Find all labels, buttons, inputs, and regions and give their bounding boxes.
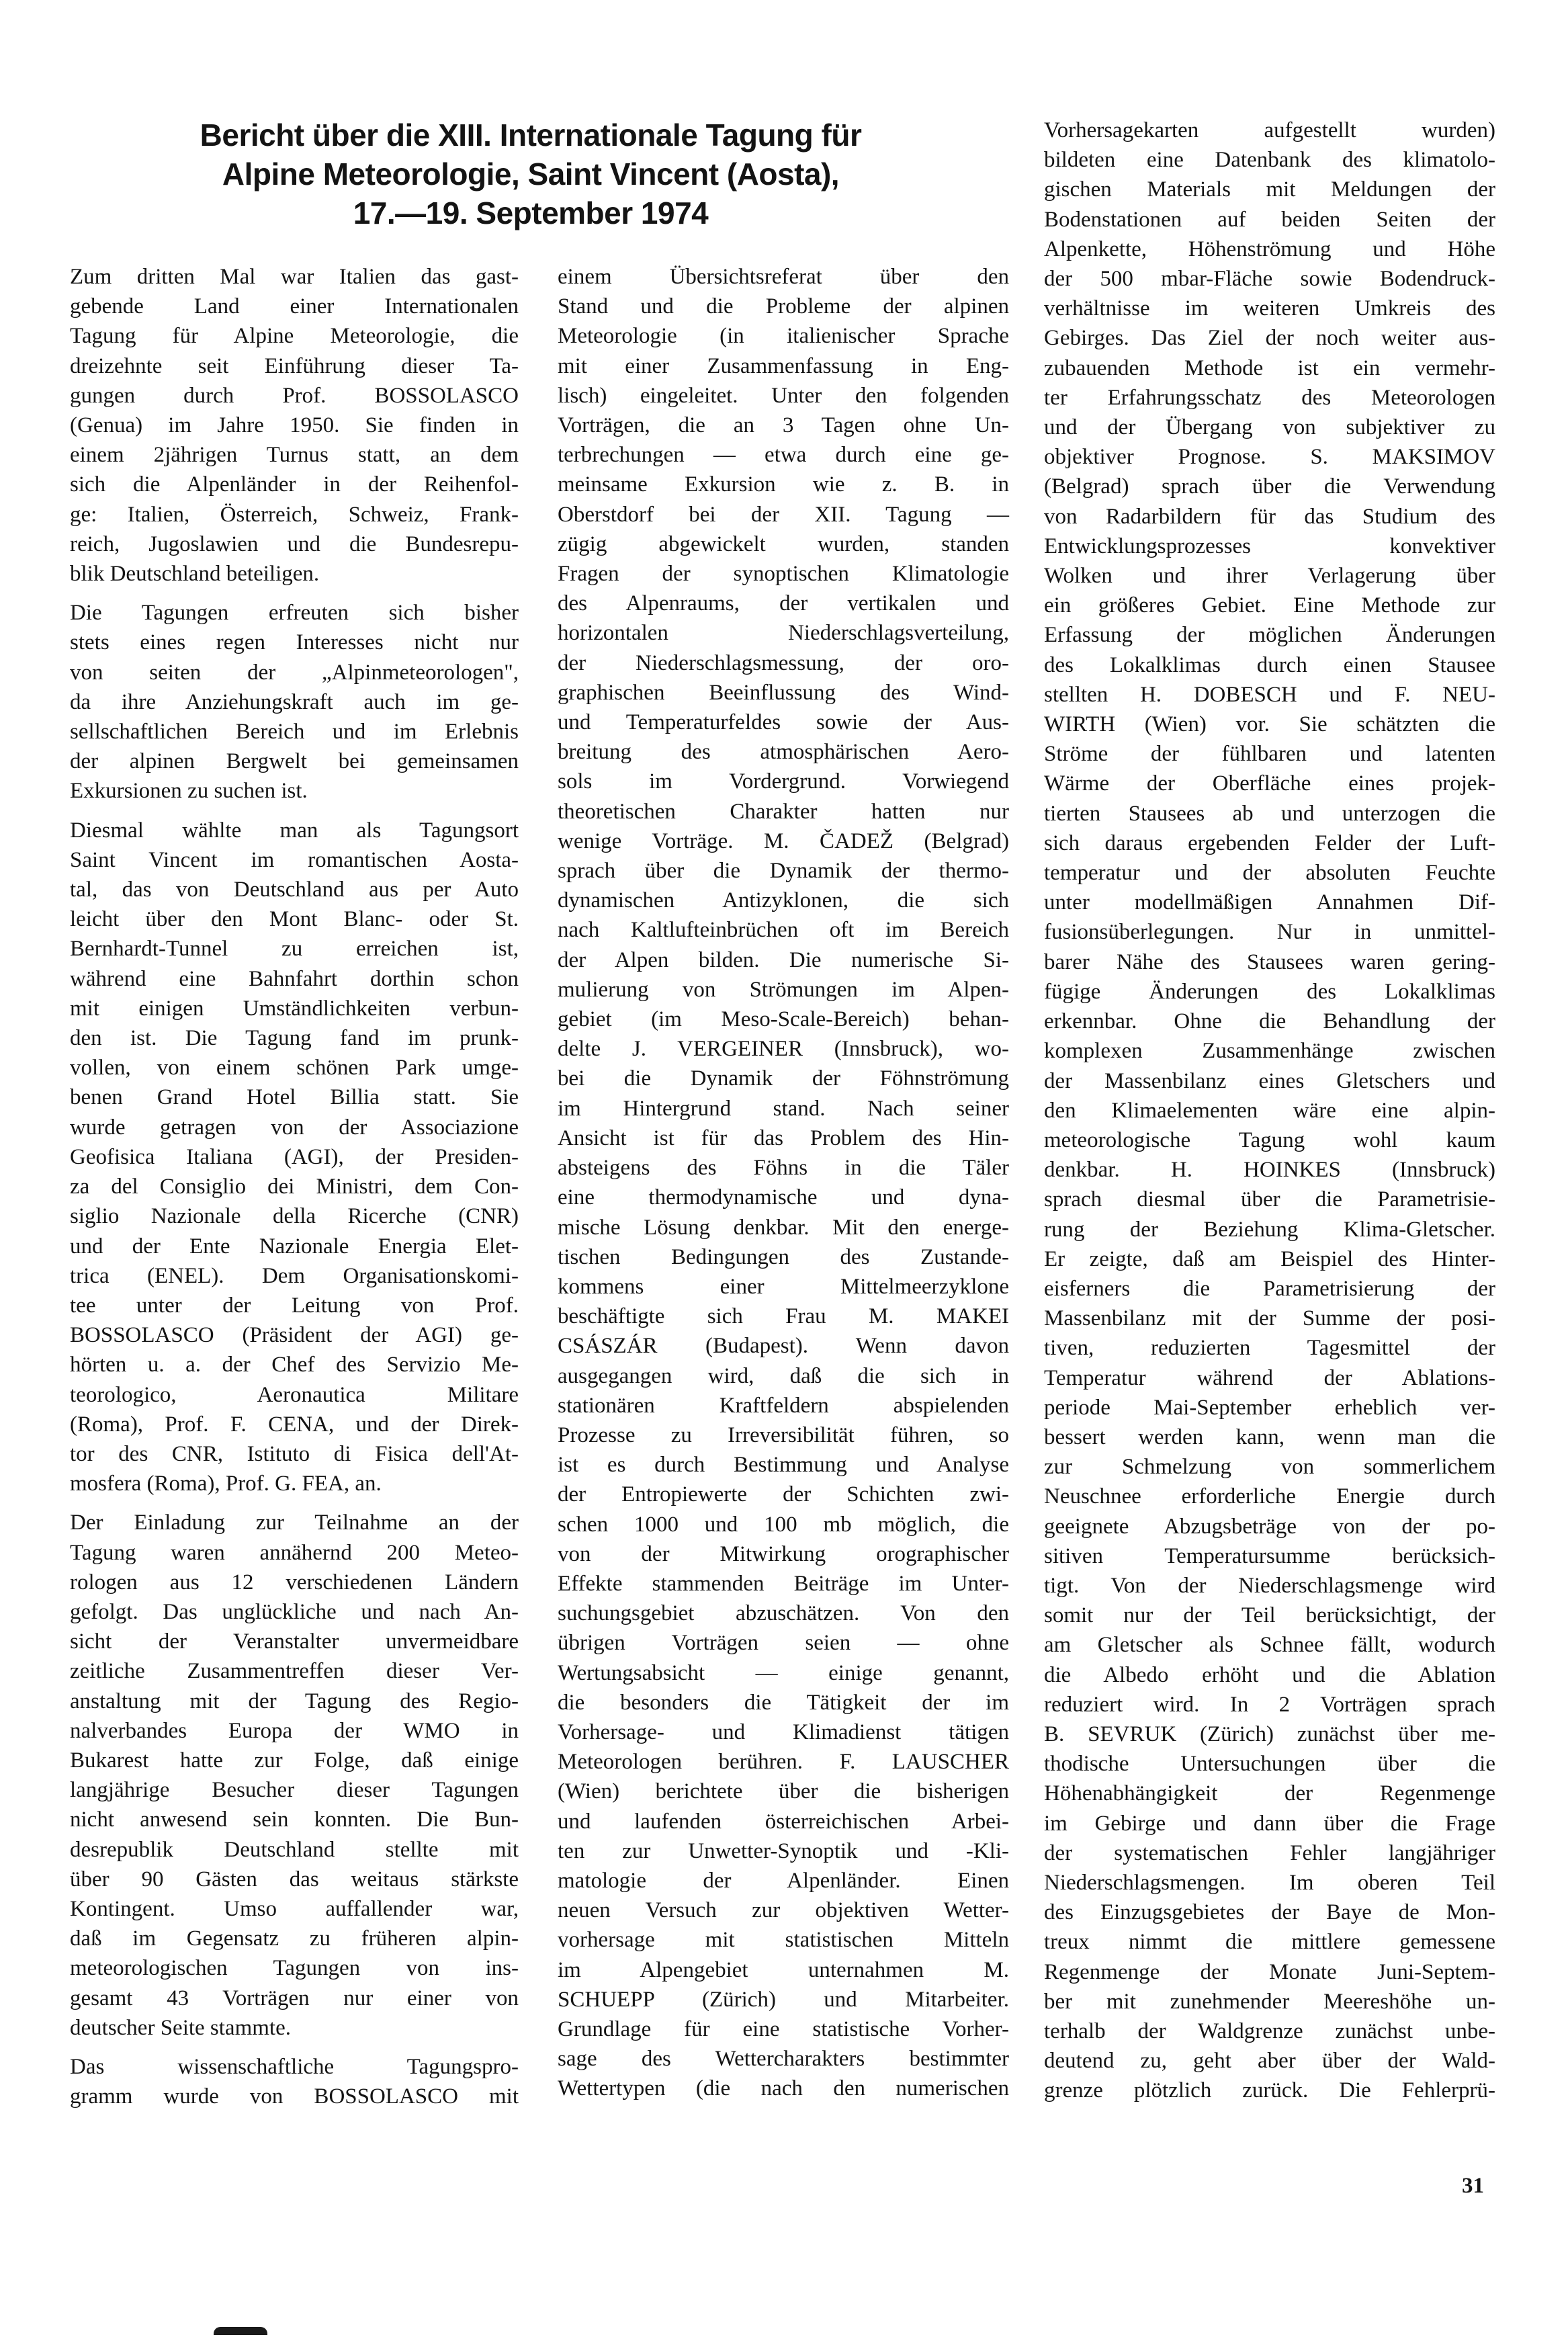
text-line: Kontingent. Umso auffallender war,	[70, 1896, 519, 1921]
text-line: mische Lösung denkbar. Mit den energe-	[558, 1215, 1009, 1240]
text-line: SCHUEPP (Zürich) und Mitarbeiter.	[558, 1987, 1009, 2012]
text-line: (Roma), Prof. F. CENA, und der Direk-	[70, 1412, 519, 1437]
text-line: barer Nähe des Stausees waren gering-	[1044, 949, 1495, 974]
text-line: lisch) eingeleitet. Unter den folgenden	[558, 383, 1009, 408]
text-line: neuen Versuch zur objektiven Wetter-	[558, 1898, 1009, 1923]
text-line: meteorologische Tagung wohl kaum	[1044, 1128, 1495, 1152]
text-line: Oberstdorf bei der XII. Tagung —	[558, 502, 1009, 527]
text-line: schen 1000 und 100 mb möglich, die	[558, 1512, 1009, 1537]
text-line: stationären Kraftfeldern abspielenden	[558, 1393, 1009, 1418]
text-line: zur Schmelzung von sommerlichem	[1044, 1455, 1495, 1480]
text-line: stets eines regen Interesses nicht nur	[70, 630, 519, 655]
text-line: grenze plötzlich zurück. Die Fehlerprü-	[1044, 2078, 1495, 2103]
text-line: übrigen Vorträgen seien — ohne	[558, 1631, 1009, 1656]
text-line: während eine Bahnfahrt dorthin schon	[70, 966, 519, 991]
text-line: Bodenstationen auf beiden Seiten der	[1044, 207, 1495, 232]
text-line: unter modellmäßigen Annahmen Dif-	[1044, 890, 1495, 915]
text-line: kommens einer Mittelmeerzyklone	[558, 1274, 1009, 1299]
text-line: Meteorologie (in italienischer Sprache	[558, 324, 1009, 349]
text-line: dynamischen Antizyklonen, die sich	[558, 888, 1009, 913]
title-line: 17.—19. September 1974	[353, 196, 709, 230]
text-line: deutend zu, geht aber über der Wald-	[1044, 2049, 1495, 2074]
text-line: Meteorologen berühren. F. LAUSCHER	[558, 1750, 1009, 1775]
text-line: meinsame Exkursion wie z. B. in	[558, 472, 1009, 497]
text-line: ist es durch Bestimmung und Analyse	[558, 1453, 1009, 1478]
text-line: wenige Vorträge. M. ČADEŽ (Belgrad)	[558, 828, 1009, 853]
text-line: Exkursionen zu suchen ist.	[70, 779, 308, 804]
text-line: hörten u. a. der Chef des Servizio Me-	[70, 1353, 519, 1377]
text-line: Das wissenschaftliche Tagungspro-	[70, 2054, 519, 2079]
text-line: leicht über den Mont Blanc- oder St.	[70, 907, 519, 932]
text-line: langjährige Besucher dieser Tagungen	[70, 1778, 519, 1803]
text-line: Tagung für Alpine Meteorologie, die	[70, 324, 519, 349]
text-line: Wertungsabsicht — einige genannt,	[558, 1660, 1009, 1685]
text-line: tierten Stausees ab und unterzogen die	[1044, 801, 1495, 826]
text-line: tiven, reduzierten Tagesmittel der	[1044, 1336, 1495, 1361]
text-line: fusionsüberlegungen. Nur in unmittel-	[1044, 920, 1495, 945]
text-line: gebiet (im Meso-Scale-Bereich) behan-	[558, 1007, 1009, 1032]
text-line: am Gletscher als Schnee fällt, wodurch	[1044, 1633, 1495, 1658]
text-line: den Klimaelementen wäre eine alpin-	[1044, 1098, 1495, 1123]
text-line: Alpenkette, Höhenströmung und Höhe	[1044, 237, 1495, 261]
text-line: ten zur Unwetter-Synoptik und -Kli-	[558, 1838, 1009, 1863]
text-line: beschäftigte sich Frau M. MAKEI	[558, 1304, 1009, 1329]
text-line: Vorträgen, die an 3 Tagen ohne Un-	[558, 413, 1009, 438]
text-line: za del Consiglio dei Ministri, dem Con-	[70, 1175, 519, 1199]
text-line: des Einzugsgebietes der Baye de Mon-	[1044, 1900, 1495, 1925]
text-line: (Wien) berichtete über die bisherigen	[558, 1779, 1009, 1804]
text-line: ein größeres Gebiet. Eine Methode zur	[1044, 593, 1495, 618]
text-line: Er zeigte, daß am Beispiel des Hinter-	[1044, 1246, 1495, 1271]
text-line: Regenmenge der Monate Juni-Septem-	[1044, 1959, 1495, 1984]
text-line: zügig abgewickelt wurden, standen	[558, 532, 1009, 556]
text-line: Stand und die Probleme der alpinen	[558, 294, 1009, 319]
text-line: über 90 Gästen das weitaus stärkste	[70, 1867, 519, 1892]
text-line: WIRTH (Wien) vor. Sie schätzten die	[1044, 712, 1495, 737]
text-line: der Alpen bilden. Die numerische Si-	[558, 947, 1009, 972]
text-line: nalverbandes Europa der WMO in	[70, 1718, 519, 1743]
text-line: objektiver Prognose. S. MAKSIMOV	[1044, 445, 1495, 470]
text-line: temperatur und der absoluten Feuchte	[1044, 861, 1495, 886]
text-line: graphischen Beeinflussung des Wind-	[558, 680, 1009, 705]
text-line: da ihre Anziehungskraft auch im ge-	[70, 689, 519, 714]
text-line: von der Mitwirkung orographischer	[558, 1541, 1009, 1566]
text-line: und laufenden österreichischen Arbei-	[558, 1809, 1009, 1834]
text-line: matologie der Alpenländer. Einen	[558, 1868, 1009, 1893]
text-line: Prozesse zu Irreversibilität führen, so	[558, 1422, 1009, 1447]
text-line: der Niederschlagsmessung, der oro-	[558, 650, 1009, 675]
text-line: den ist. Die Tagung fand im prunk-	[70, 1026, 519, 1051]
text-line: mit einer Zusammenfassung in Eng-	[558, 353, 1009, 378]
text-line: tee unter der Leitung von Prof.	[70, 1293, 519, 1318]
text-line: Effekte stammenden Beiträge im Unter-	[558, 1571, 1009, 1596]
text-line: einem Übersichtsreferat über den	[558, 265, 1009, 289]
text-line: ter Erfahrungsschatz des Meteorologen	[1044, 385, 1495, 410]
text-line: komplexen Zusammenhänge zwischen	[1044, 1039, 1495, 1064]
text-line: der Massenbilanz eines Gletschers und	[1044, 1068, 1495, 1093]
text-line: gungen durch Prof. BOSSOLASCO	[70, 383, 519, 408]
article-title	[134, 116, 927, 232]
text-line: terhalb der Waldgrenze zunächst unbe-	[1044, 2019, 1495, 2043]
text-line: sitiven Temperatursumme berücksich-	[1044, 1543, 1495, 1568]
text-line: Massenbilanz mit der Summe der posi-	[1044, 1306, 1495, 1331]
text-line: des Lokalklimas durch einen Stausee	[1044, 652, 1495, 677]
text-line: sicht der Veranstalter unvermeidbare	[70, 1629, 519, 1654]
text-line: verhältnisse im weiteren Umkreis des	[1044, 296, 1495, 321]
text-line: Wolken und ihrer Verlagerung über	[1044, 564, 1495, 589]
text-line: Temperatur während der Ablations-	[1044, 1365, 1495, 1390]
text-line: rologen aus 12 verschiedenen Ländern	[70, 1570, 519, 1595]
text-line: Grundlage für eine statistische Vorher-	[558, 2016, 1009, 2041]
text-line: somit nur der Teil berücksichtigt, der	[1044, 1603, 1495, 1628]
text-line: reich, Jugoslawien und die Bundesrepu-	[70, 532, 519, 556]
text-line: eisferners die Parametrisierung der	[1044, 1276, 1495, 1301]
text-line: absteigens des Föhns in die Täler	[558, 1156, 1009, 1181]
text-line: vollen, von einem schönen Park umge-	[70, 1056, 519, 1080]
text-line: bei die Dynamik der Föhnströmung	[558, 1066, 1009, 1091]
text-line: Entwicklungsprozesses konvektiver	[1044, 534, 1495, 558]
text-line: sprach diesmal über die Parametrisie-	[1044, 1187, 1495, 1212]
text-line: stellten H. DOBESCH und F. NEU-	[1044, 682, 1495, 707]
text-line: Tagung waren annähernd 200 Meteo-	[70, 1540, 519, 1565]
text-line: dreizehnte seit Einführung dieser Ta-	[70, 353, 519, 378]
text-line: Saint Vincent im romantischen Aosta-	[70, 847, 519, 872]
text-line: B. SEVRUK (Zürich) zunächst über me-	[1044, 1722, 1495, 1746]
text-line: mit einigen Umständlichkeiten verbun-	[70, 996, 519, 1021]
text-line: von Radarbildern für das Studium des	[1044, 504, 1495, 529]
text-line: periode Mai-September erheblich ver-	[1044, 1395, 1495, 1420]
text-line: (Belgrad) sprach über die Verwendung	[1044, 474, 1495, 499]
title-line: Alpine Meteorologie, Saint Vincent (Aosta),	[222, 157, 840, 192]
text-line: mulierung von Strömungen im Alpen-	[558, 977, 1009, 1002]
text-line: gischen Materials mit Meldungen der	[1044, 177, 1495, 202]
text-line: im Hintergrund stand. Nach seiner	[558, 1096, 1009, 1121]
text-line: horizontalen Niederschlagsverteilung,	[558, 621, 1009, 646]
text-column-1	[70, 262, 519, 2111]
text-line: der alpinen Bergwelt bei gemeinsamen	[70, 749, 519, 774]
text-line: daß im Gegensatz zu früheren alpin-	[70, 1926, 519, 1951]
text-line: theoretischen Charakter hatten nur	[558, 799, 1009, 824]
text-line: zubauenden Methode ist ein vermehr-	[1044, 355, 1495, 380]
text-line: im Gebirge und dann über die Frage	[1044, 1811, 1495, 1836]
text-line: desrepublik Deutschland stellte mit	[70, 1837, 519, 1862]
text-line: Wettertypen (die nach den numerischen	[558, 2076, 1009, 2101]
text-line: blik Deutschland beteiligen.	[70, 562, 320, 587]
text-line: bessert werden kann, wenn man die	[1044, 1425, 1495, 1449]
text-line: Fragen der synoptischen Klimatologie	[558, 562, 1009, 587]
text-line: gebende Land einer Internationalen	[70, 294, 519, 319]
text-line: der systematischen Fehler langjähriger	[1044, 1840, 1495, 1865]
text-line: ausgegangen wird, daß die sich in	[558, 1363, 1009, 1388]
text-line: breitung des atmosphärischen Aero-	[558, 740, 1009, 765]
text-line: Erfassung der möglichen Änderungen	[1044, 623, 1495, 648]
text-line: Vorhersagekarten aufgestellt wurden)	[1044, 118, 1495, 142]
text-line: Niederschlagsmengen. Im oberen Teil	[1044, 1870, 1495, 1895]
text-line: nach Kaltlufteinbrüchen oft im Bereich	[558, 918, 1009, 943]
text-line: sich daraus ergebenden Felder der Luft-	[1044, 831, 1495, 855]
text-line: denkbar. H. HOINKES (Innsbruck)	[1044, 1158, 1495, 1183]
text-line: nicht anwesend sein konnten. Die Bun-	[70, 1808, 519, 1832]
text-line: meteorologischen Tagungen von ins-	[70, 1956, 519, 1981]
text-line: erkennbar. Ohne die Behandlung der	[1044, 1009, 1495, 1034]
text-line: Wärme der Oberfläche eines projek-	[1044, 771, 1495, 796]
text-line: und der Ente Nazionale Energia Elet-	[70, 1234, 519, 1259]
text-line: sich die Alpenländer in der Reihenfol-	[70, 472, 519, 497]
text-line: des Alpenraums, der vertikalen und	[558, 591, 1009, 616]
text-line: Ansicht ist für das Problem des Hin-	[558, 1125, 1009, 1150]
text-line: Geofisica Italiana (AGI), der Presiden-	[70, 1144, 519, 1169]
text-line: Diesmal wählte man als Tagungsort	[70, 818, 519, 843]
text-line: treux nimmt die mittlere gemessene	[1044, 1930, 1495, 1955]
text-line: eine thermodynamische und dyna-	[558, 1185, 1009, 1210]
text-line: (Genua) im Jahre 1950. Sie finden in	[70, 413, 519, 438]
text-line: und der Übergang von subjektiver zu	[1044, 415, 1495, 440]
text-line: reduziert wird. In 2 Vorträgen sprach	[1044, 1692, 1495, 1717]
text-line: einem 2jährigen Turnus statt, an dem	[70, 443, 519, 468]
text-line: tor des CNR, Istituto di Fisica dell'At-	[70, 1441, 519, 1466]
scan-edge-mark	[214, 2327, 267, 2335]
text-line: CSÁSZÁR (Budapest). Wenn davon	[558, 1334, 1009, 1359]
text-line: vorhersage mit statistischen Mitteln	[558, 1928, 1009, 1953]
text-line: Der Einladung zur Teilnahme an der	[70, 1511, 519, 1535]
text-line: und Temperaturfeldes sowie der Aus-	[558, 710, 1009, 735]
text-line: von seiten der „Alpinmeteorologen",	[70, 660, 519, 685]
text-line: fügige Änderungen des Lokalklimas	[1044, 979, 1495, 1004]
text-line: Höhenabhängigkeit der Regenmenge	[1044, 1781, 1495, 1806]
text-line: thodische Untersuchungen über die	[1044, 1752, 1495, 1777]
text-line: BOSSOLASCO (Präsident der AGI) ge-	[70, 1323, 519, 1348]
text-line: benen Grand Hotel Billia statt. Sie	[70, 1085, 519, 1110]
text-line: tal, das von Deutschland aus per Auto	[70, 878, 519, 902]
text-line: mosfera (Roma), Prof. G. FEA, an.	[70, 1472, 382, 1496]
text-line: deutscher Seite stammte.	[70, 2015, 291, 2040]
text-line: zeitliche Zusammentreffen dieser Ver-	[70, 1659, 519, 1684]
text-line: die besonders die Tätigkeit der im	[558, 1690, 1009, 1715]
text-line: gefolgt. Das unglückliche und nach An-	[70, 1599, 519, 1624]
text-line: ber mit zunehmender Meereshöhe un-	[1044, 1989, 1495, 2014]
text-line: sellschaftlichen Bereich und im Erlebnis	[70, 720, 519, 745]
text-line: rung der Beziehung Klima-Gletscher.	[1044, 1217, 1495, 1242]
text-line: Neuschnee erforderliche Energie durch	[1044, 1484, 1495, 1509]
text-line: suchungsgebiet abzuschätzen. Von den	[558, 1601, 1009, 1626]
text-line: bildeten eine Datenbank des klimatolo-	[1044, 148, 1495, 173]
text-line: Die Tagungen erfreuten sich bisher	[70, 601, 519, 626]
text-line: im Alpengebiet unternahmen M.	[558, 1957, 1009, 1982]
text-line: der Entropiewerte der Schichten zwi-	[558, 1482, 1009, 1507]
text-line: Zum dritten Mal war Italien das gast-	[70, 265, 519, 289]
text-line: geeignete Abzugsbeträge von der po-	[1044, 1514, 1495, 1539]
text-line: trica (ENEL). Dem Organisationskomi-	[70, 1263, 519, 1288]
text-line: tigt. Von der Niederschlagsmenge wird	[1044, 1573, 1495, 1598]
text-line: sprach über die Dynamik der thermo-	[558, 859, 1009, 884]
text-line: delte J. VERGEINER (Innsbruck), wo-	[558, 1037, 1009, 1062]
text-line: teorologico, Aeronautica Militare	[70, 1382, 519, 1407]
page-number: 31	[1462, 2174, 1484, 2198]
text-line: Bukarest hatte zur Folge, daß einige	[70, 1748, 519, 1773]
text-line: anstaltung mit der Tagung des Regio-	[70, 1689, 519, 1713]
text-line: sage des Wettercharakters bestimmter	[558, 2047, 1009, 2072]
text-line: siglio Nazionale della Ricerche (CNR)	[70, 1204, 519, 1229]
text-line: tischen Bedingungen des Zustande-	[558, 1244, 1009, 1269]
text-line: der 500 mbar-Fläche sowie Bodendruck-	[1044, 267, 1495, 292]
text-line: gramm wurde von BOSSOLASCO mit	[70, 2084, 519, 2109]
title-line: Bericht über die XIII. Internationale Tagung für	[200, 118, 862, 153]
text-line: Vorhersage- und Klimadienst tätigen	[558, 1719, 1009, 1744]
text-line: die Albedo erhöht und die Ablation	[1044, 1662, 1495, 1687]
text-line: Ströme der fühlbaren und latenten	[1044, 742, 1495, 767]
text-column-2	[558, 262, 1009, 2104]
text-line: Gebirges. Das Ziel der noch weiter aus-	[1044, 326, 1495, 351]
text-line: gesamt 43 Vorträgen nur einer von	[70, 1986, 519, 2010]
text-column-3	[1044, 116, 1495, 2106]
text-line: Bernhardt-Tunnel zu erreichen ist,	[70, 937, 519, 962]
text-line: wurde getragen von der Associazione	[70, 1115, 519, 1140]
text-line: ge: Italien, Österreich, Schweiz, Frank-	[70, 502, 519, 527]
text-line: terbrechungen — etwa durch eine ge-	[558, 443, 1009, 468]
text-line: sols im Vordergrund. Vorwiegend	[558, 769, 1009, 794]
